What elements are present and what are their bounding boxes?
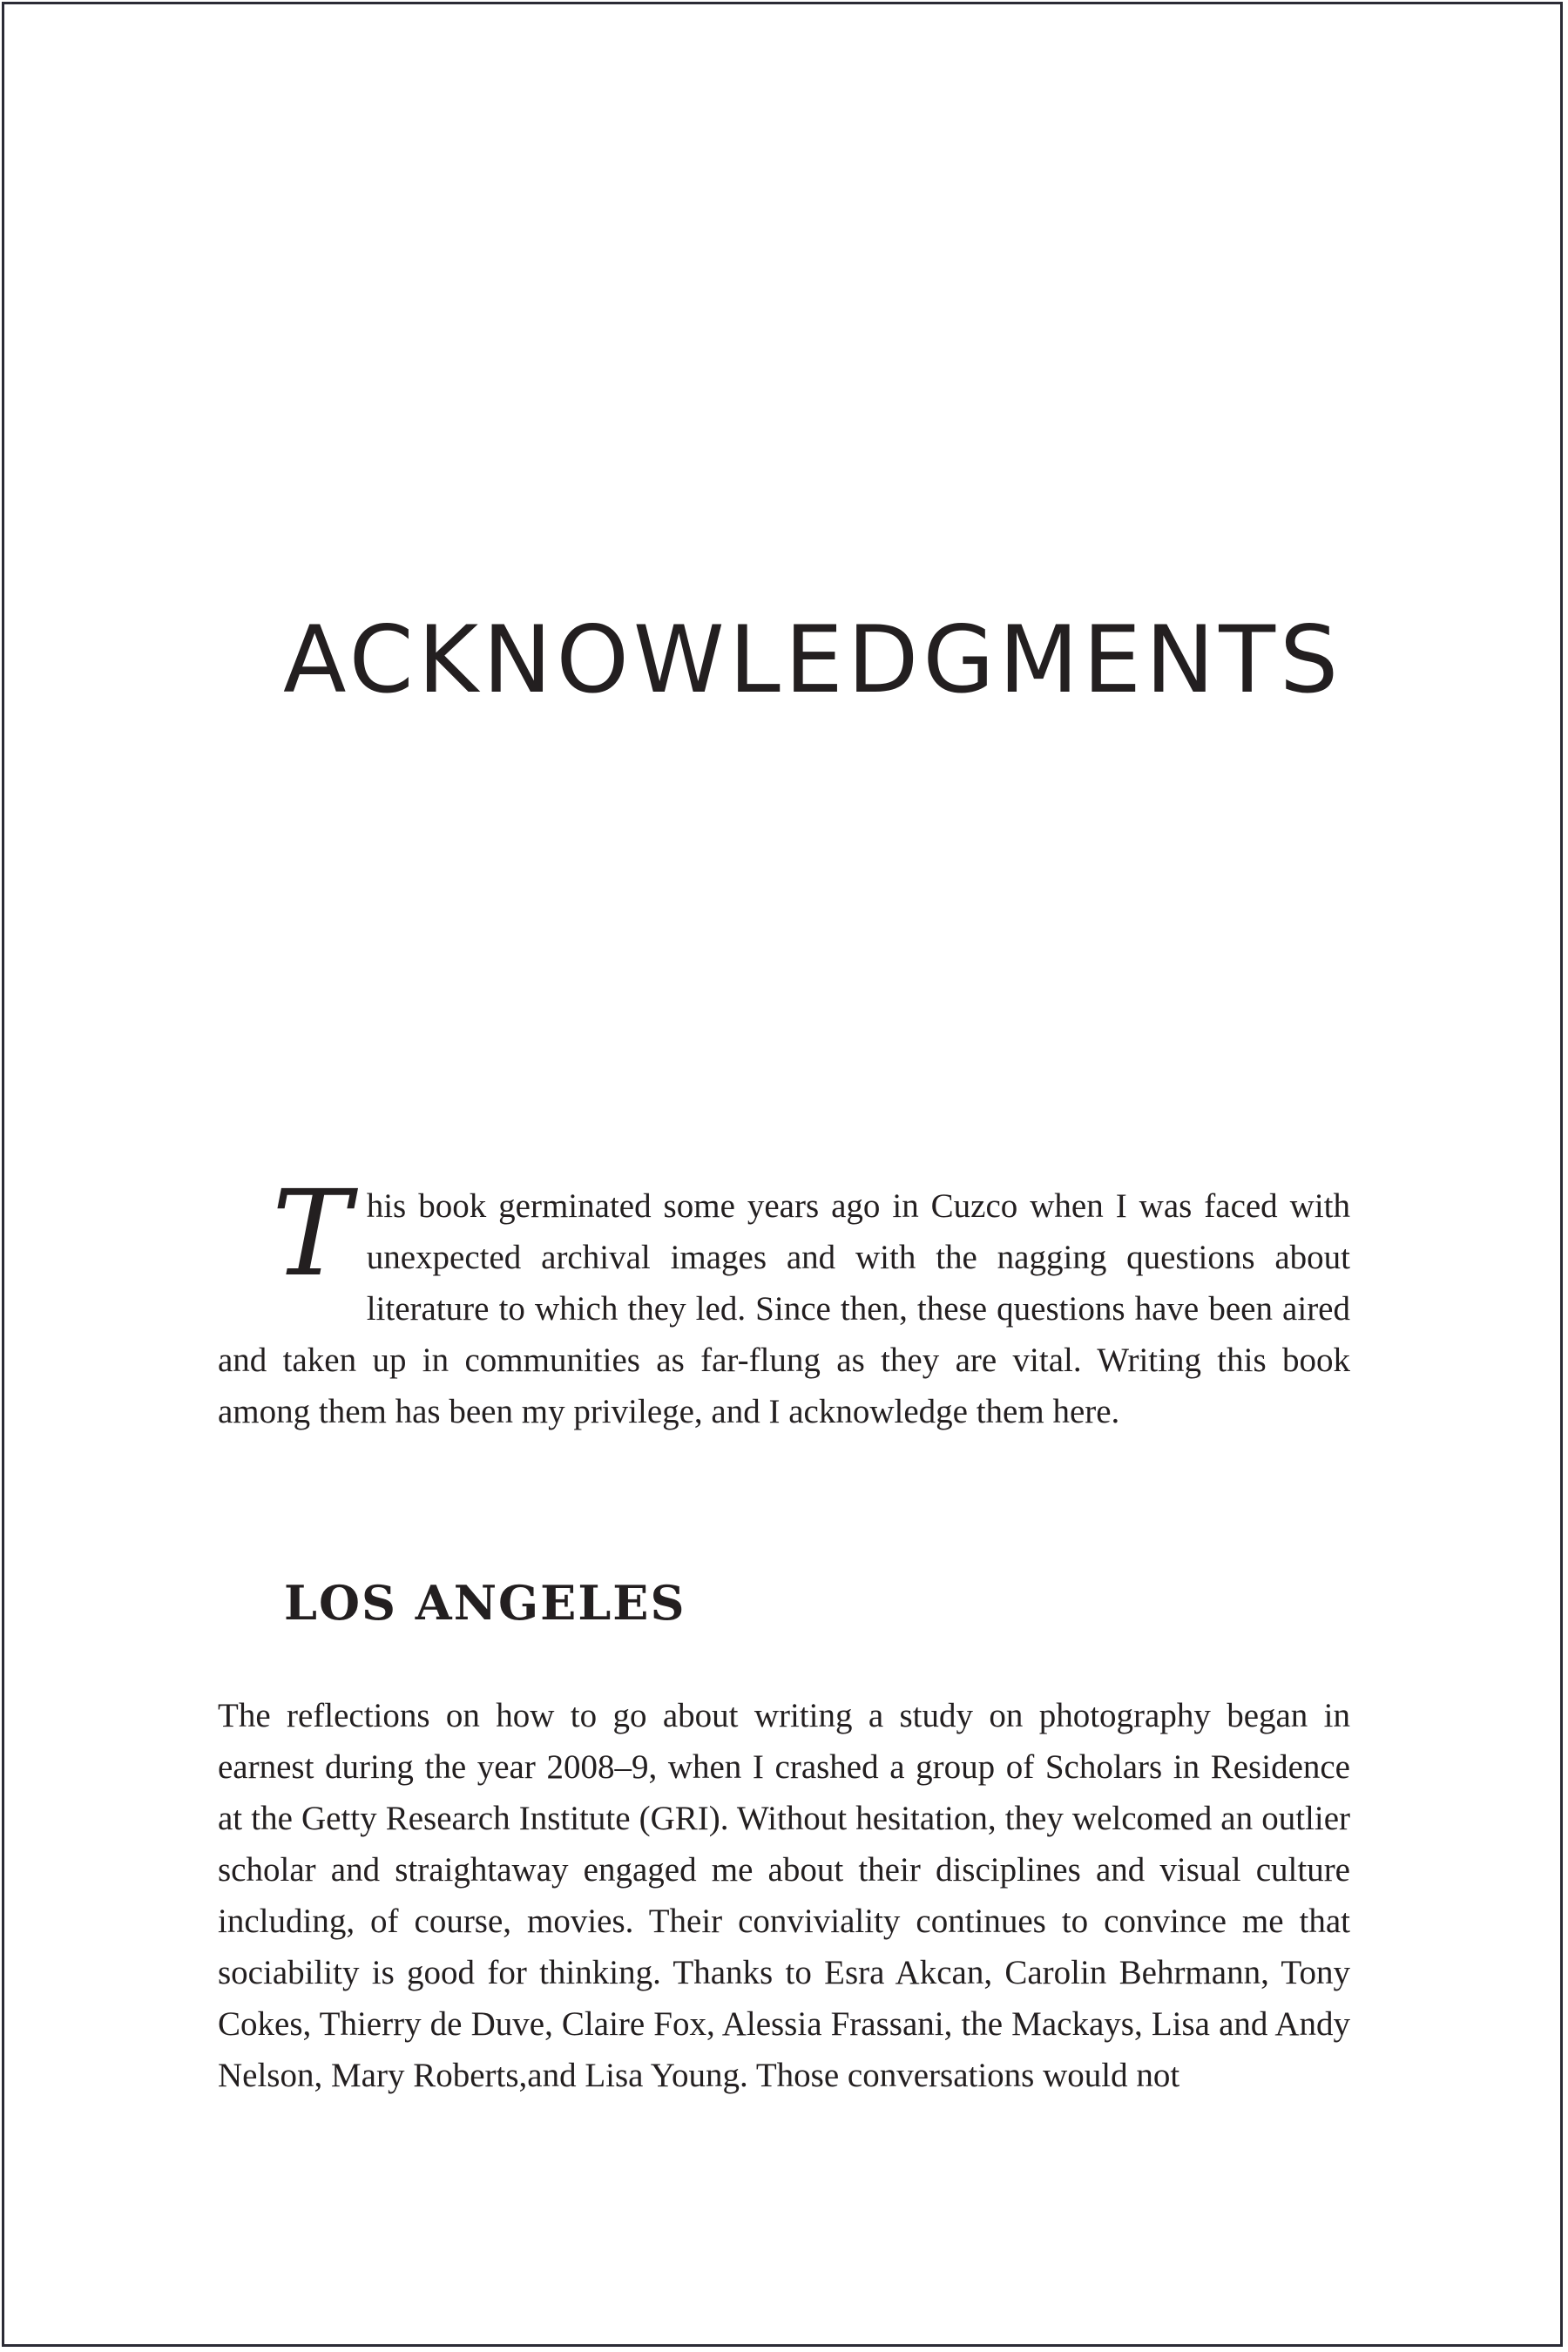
section-paragraph: The reflections on how to go about writing a study on photography began in earnest during the year 2008–9, when I crashed a group of Scholars in Residence at the Getty Research Institute (GRI). Without hesitation, they welcomed an outlier scholar and straightaway engaged me about their disciplines and visual culture including, of course, movies. Their conviviality continues to convince me that sociability is good for thinking. Thanks to Esra Akcan, Carolin Behrmann, Tony Cokes, Thierry de Duve, Claire Fox, Alessia Frassani, the Mackays, Lisa and Andy Nelson, Mary Roberts,and Lisa Young. Those conversations would not [218,1697,1350,2094]
drop-cap: T [272,1166,351,1303]
page-title: ACKNOWLEDGMENTS [283,606,1343,713]
intro-text: his book germinated some years ago in Cuzco when I was faced with unexpected archival images and with the nagging questions about literature to which they led. Since then, these questions have been aired and taken up in communities as far-flung as they are vital. Writing this book among them has been my privilege, and I acknowledge them here. [218,1187,1350,1430]
intro-paragraph [218,1166,1350,1437]
section-heading: LOS ANGELES [284,1575,686,1631]
